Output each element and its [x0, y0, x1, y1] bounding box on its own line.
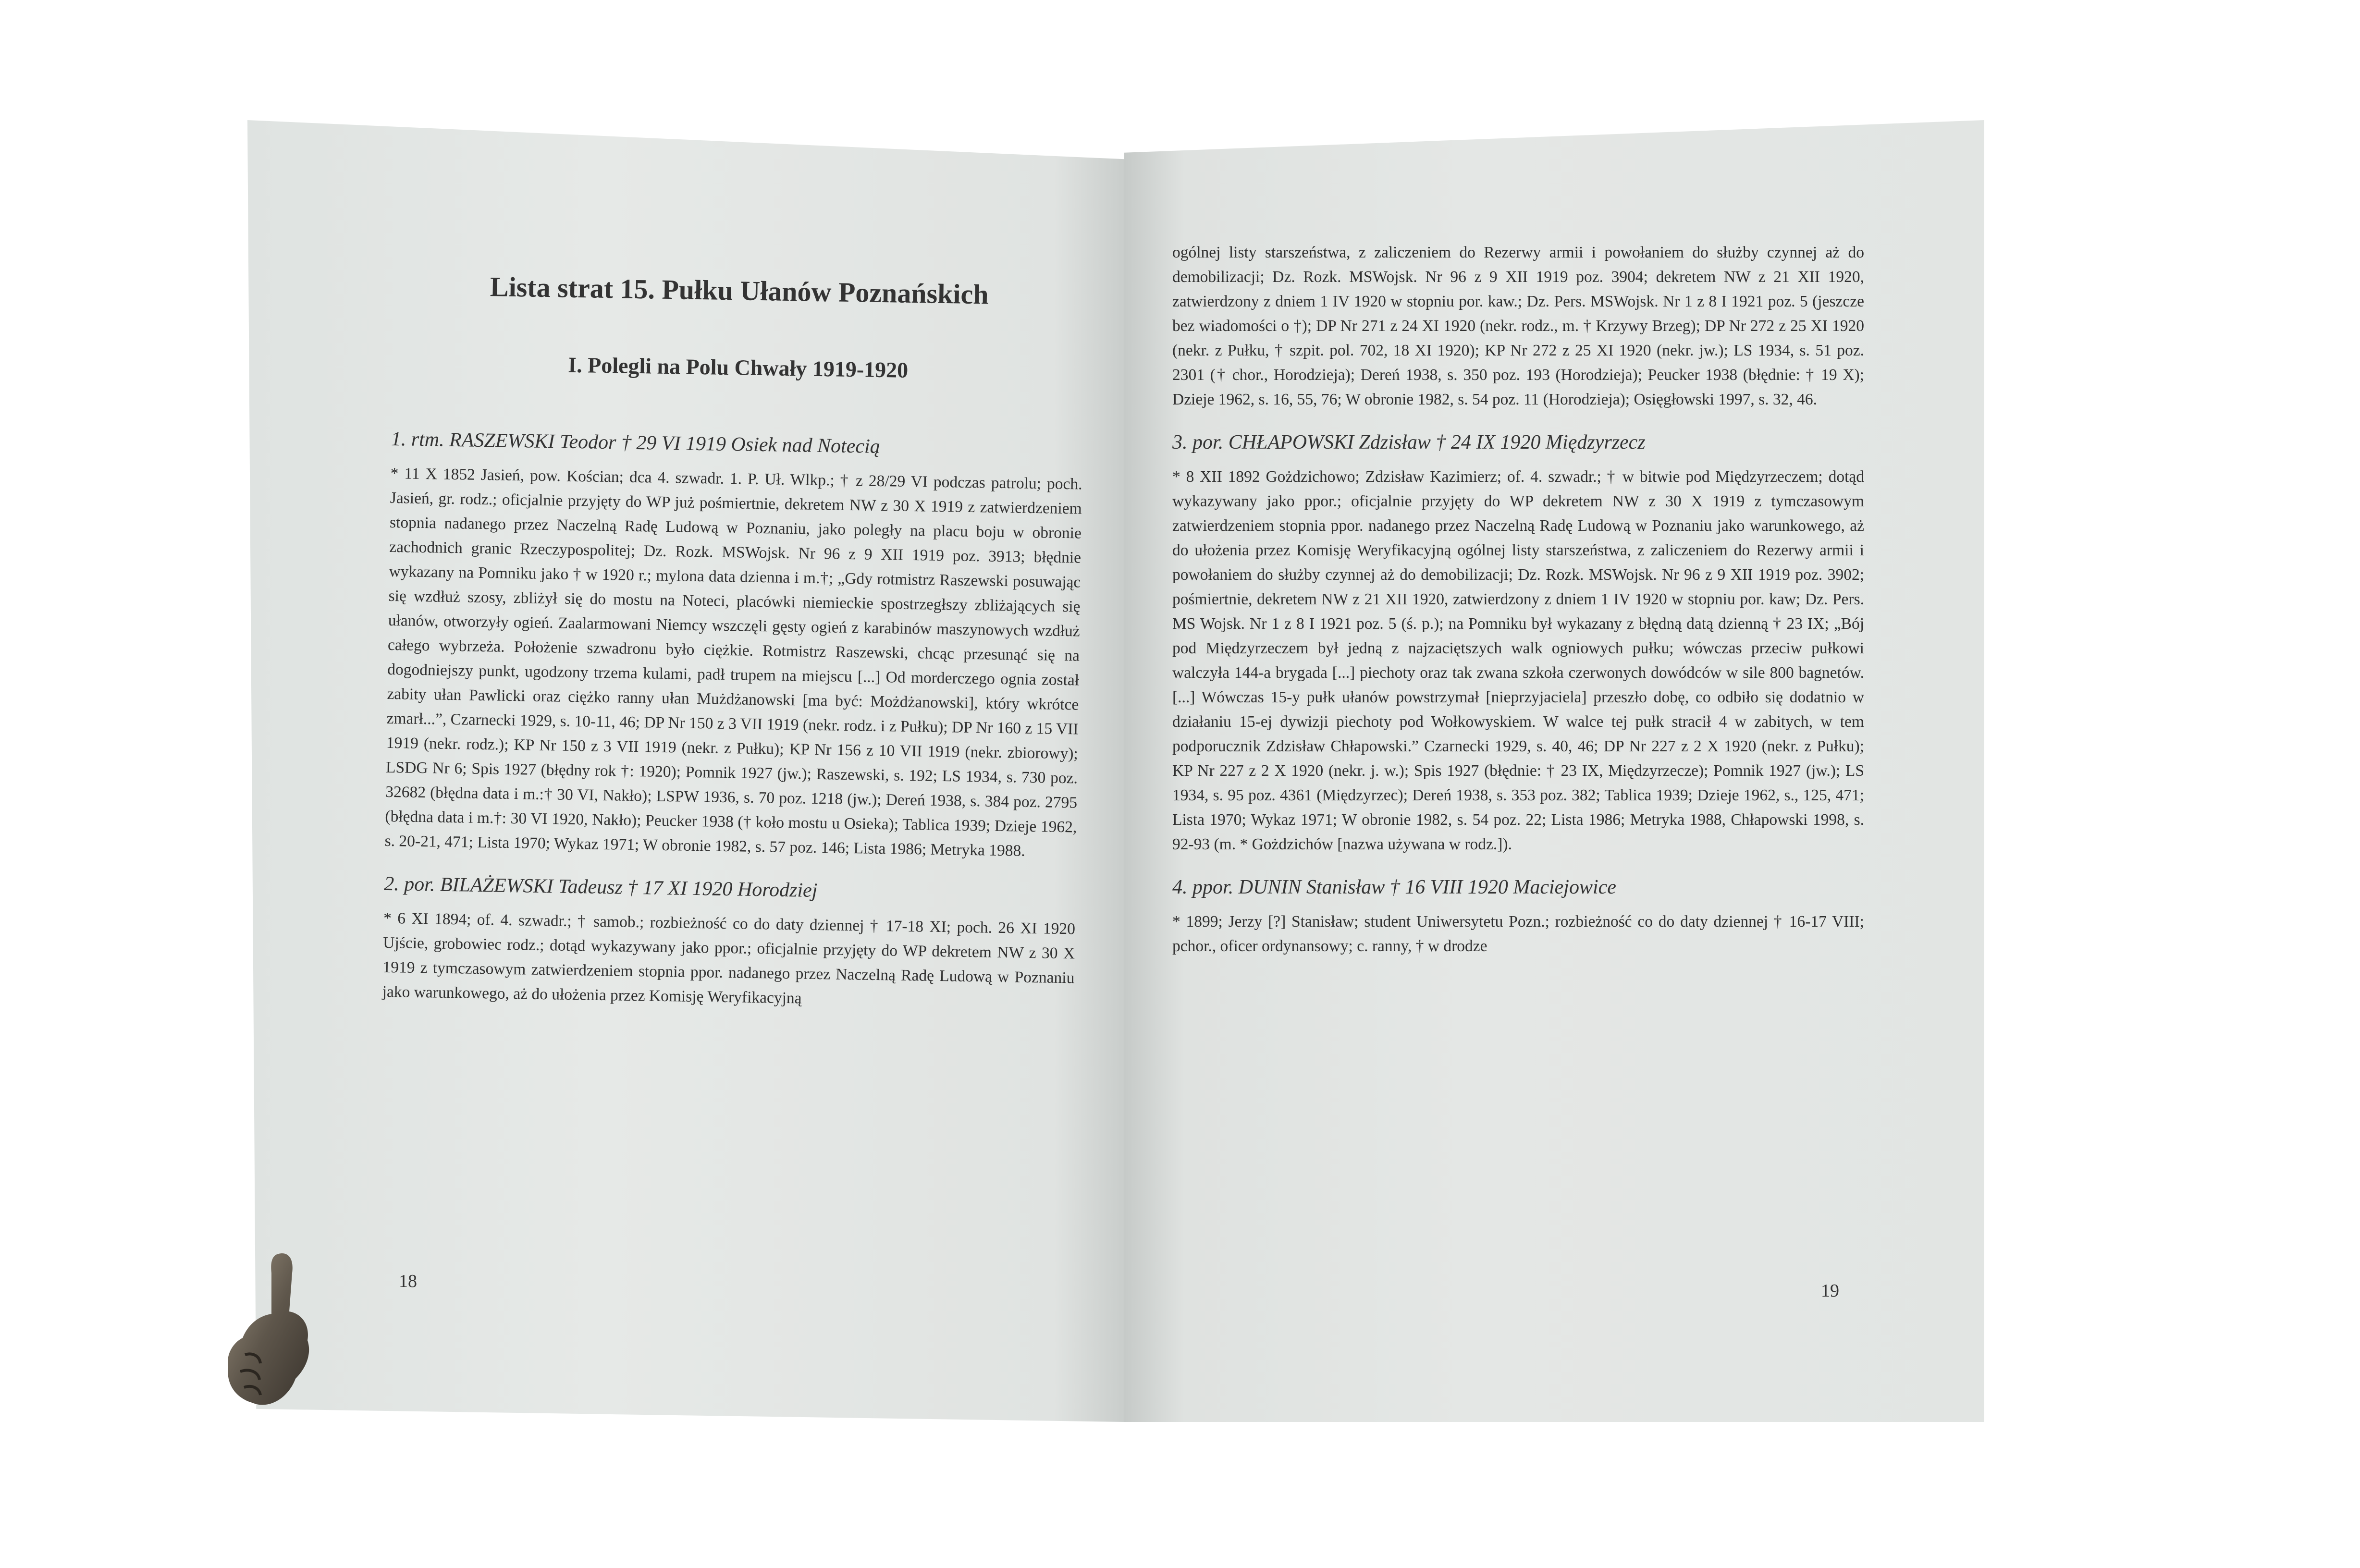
left-page-content: [382, 250, 1085, 1015]
right-page-content: [1172, 240, 1864, 958]
continued-text: ogólnej listy starszeństwa, z zaliczeniem do Rezerwy armii i powołaniem do służby czynnej aż do demobilizacji; Dz. Rozk. MSWojsk. Nr 96 z 9 XII 1919 poz. 3904; dekretem NW z 21 XII 1920, zatwierdzony z dniem 1 IV 1920 w stopniu por. kaw.; Dz. Pers. MSWojsk. Nr 1 z 8 I 1921 poz. 5 (jeszcze bez wiadomości o †); DP Nr 271 z 24 XI 1920 (nekr. rodz., m. † Krzywy Brzeg); DP Nr 272 z 25 XI 1920 (nekr. z Pułku, † szpit. pol. 702, 18 XI 1920); KP Nr 272 z 25 XI 1920 (nekr. jw.); LS 1934, s. 51 poz. 2301 († chor., Horodzieja); Dereń 1938, s. 350 poz. 193 (Horodzieja); Peucker 1938 (błędnie: † 19 X); Dzieje 1962, s. 16, 55, 76; W obronie 1982, s. 54 poz. 11 (Horodzieja); Osięgłowski 1997, s. 32, 46.: [1172, 244, 1864, 408]
entry-4-heading: 4. ppor. DUNIN Stanisław † 16 VIII 1920 Maciejowice: [1172, 876, 1616, 898]
entry-2-text: * 6 XI 1894; of. 4. szwadr.; † samob.; rozbieżność co do daty dziennej † 17-18 XI; poch. 26 XI 1920 Ujście, grobowiec rodz.; dotąd wykazywany jako ppor.; oficjalnie przyjęty do WP dekretem NW z 30 X 1919 z tymczasowym zatwierdzeniem stopnia ppor. nadanego przez Naczelną Radę Ludową w Poznaniu jako warunkowego, aż do ułożenia przez Komisję Weryfikacyjną: [382, 909, 1076, 1007]
page-number-left: 18: [399, 1271, 417, 1291]
page-title: Lista strat 15. Pułku Ułanów Poznańskich: [490, 271, 989, 310]
entry-1-text: * 11 X 1852 Jasień, pow. Kościan; dca 4. szwadr. 1. P. Uł. Wlkp.; † z 28/29 VI podczas patrolu; poch. Jasień, gr. rodz.; oficjalnie przyjęty do WP już pośmiertnie, dekretem NW z 30 X 1919 z zatwierdzeniem stopnia nadanego przez Naczelną Radę Ludową w Poznaniu, jako poległy na placu boju w obronie zachodnich granic Rzeczypospolitej; Dz. Rozk. MSWojsk. Nr 96 z 9 XII 1919 poz. 3913; błędnie wykazany na Pomniku jako † w 1920 r.; mylona data dzienna i m.†; „Gdy rotmistrz Raszewski posuwając się wzdłuż szosy, zbliżył się do mostu na Noteci, placówki niemieckie spostrzegłszy zbliżających się ułanów, otworzyły ogień. Zaalarmowani Niemcy wszczęli gęsty ogień z karabinów maszynowych wzdłuż całego wybrzeża. Położenie szwadronu było ciężkie. Rotmistrz Raszewski, chcąc przesunąć się na dogodniejszy punkt, ugodzony trzema kulami, padł trupem na miejscu [...] Od morderczego ognia został zabity ułan Pawlicki oraz ciężko ranny ułan Mużdżanowski [ma być: Możdżanowski], który wkrótce zmarł...”, Czarnecki 1929, s. 10-11, 46; DP Nr 150 z 3 VII 1919 (nekr. rodz. i z Pułku); DP Nr 160 z 15 VII 1919 (nekr. rodz.); KP Nr 150 z 3 VII 1919 (nekr. z Pułku); KP Nr 156 z 10 VII 1919 (nekr. zbiorowy); LSDG Nr 6; Spis 1927 (błędny rok †: 1920); Pomnik 1927 (jw.); Raszewski, s. 192; LS 1934, s. 730 poz. 32682 (błędna data i m.:† 30 VI, Nakło); LSPW 1936, s. 70 poz. 1218 (jw.); Dereń 1938, s. 384 poz. 2795 (błędna data i m.†: 30 VI 1920, Nakło); Peucker 1938 († koło mostu u Osieka); Tablica 1939; Dzieje 1962, s. 20-21, 471; Lista 1970; Wykaz 1971; W obronie 1982, s. 57 poz. 146; Lista 1986; Metryka 1988.: [384, 464, 1082, 860]
entry-3-heading: 3. por. CHŁAPOWSKI Zdzisław † 24 IX 1920 Międzyrzecz: [1172, 431, 1646, 453]
section-subtitle: I. Polegli na Polu Chwały 1919-1920: [567, 352, 909, 382]
entry-4-text: * 1899; Jerzy [?] Stanisław; student Uniwersytetu Pozn.; rozbieżność co do daty dziennej † 16-17 VIII; pchor., oficer ordynansowy; c. ranny, † w drodze: [1172, 913, 1864, 955]
hand-figurine-icon: [207, 1244, 351, 1417]
entry-1-heading: 1. rtm. RASZEWSKI Teodor † 29 VI 1919 Osiek nad Notecią: [391, 428, 881, 458]
page-number-right: 19: [1821, 1281, 1839, 1301]
entry-2-heading: 2. por. BILAŻEWSKI Tadeusz † 17 XI 1920 Horodziej: [383, 872, 818, 902]
entry-3-text: * 8 XII 1892 Gożdzichowo; Zdzisław Kazimierz; of. 4. szwadr.; † w bitwie pod Międzyrzeczem; dotąd wykazywany jako ppor.; oficjalnie przyjęty do WP dekretem NW z 30 X 1919 z tymczasowym zatwierdzeniem stopnia ppor. nadanego przez Naczelną Radę Ludową w Poznaniu jako warunkowego, aż do ułożenia przez Komisję Weryfikacyjną ogólnej listy starszeństwa, z zaliczeniem do Rezerwy armii i powołaniem do służby czynnej aż do demobilizacji; Dz. Rozk. MSWojsk. Nr 96 z 9 XII 1919 poz. 3902; pośmiertnie, dekretem NW z 21 XII 1920, zatwierdzony z dniem 1 IV 1920 w stopniu por. kaw; Dz. Pers. MS Wojsk. Nr 1 z 8 I 1921 poz. 5 (ś. p.); na Pomniku był wykazany z błędną datą dzienną † 23 IX; „Bój pod Międzyrzeczem był jedną z najzaciętszych walk ogniowych pułku; wówczas przeciw pułkowi walczyła 144-a brygada [...] piechoty oraz tak zwana szkoła czerwonych dowódców w sile 800 bagnetów. [...] Wówczas 15-y pułk ułanów powstrzymał [nieprzyjaciela] przeszło dobę, co odbiło się dodatnio w działaniu 15-ej dywizji piechoty pod Wołkowyskiem. W walce tej pułk stracił 4 w zabitych, w tem podporucznik Zdzisław Chłapowski.” Czarnecki 1929, s. 40, 46; DP Nr 227 z 2 X 1920 (nekr. z Pułku); KP Nr 227 z 2 X 1920 (nekr. j. w.); Spis 1927 (błędnie: † 23 IX, Międzyrzecze); Pomnik 1927 (jw.); LS 1934, s. 95 poz. 4361 (Międzyrzec); Dereń 1938, s. 353 poz. 382; Tablica 1939; Dzieje 1962, s., 125, 471; Lista 1970; Wykaz 1971; W obronie 1982, s. 54 poz. 22; Lista 1986; Metryka 1988, Chłapowski 1998, s. 92-93 (m. * Gożdzichów [nazwa używana w rodz.]).: [1172, 468, 1864, 853]
